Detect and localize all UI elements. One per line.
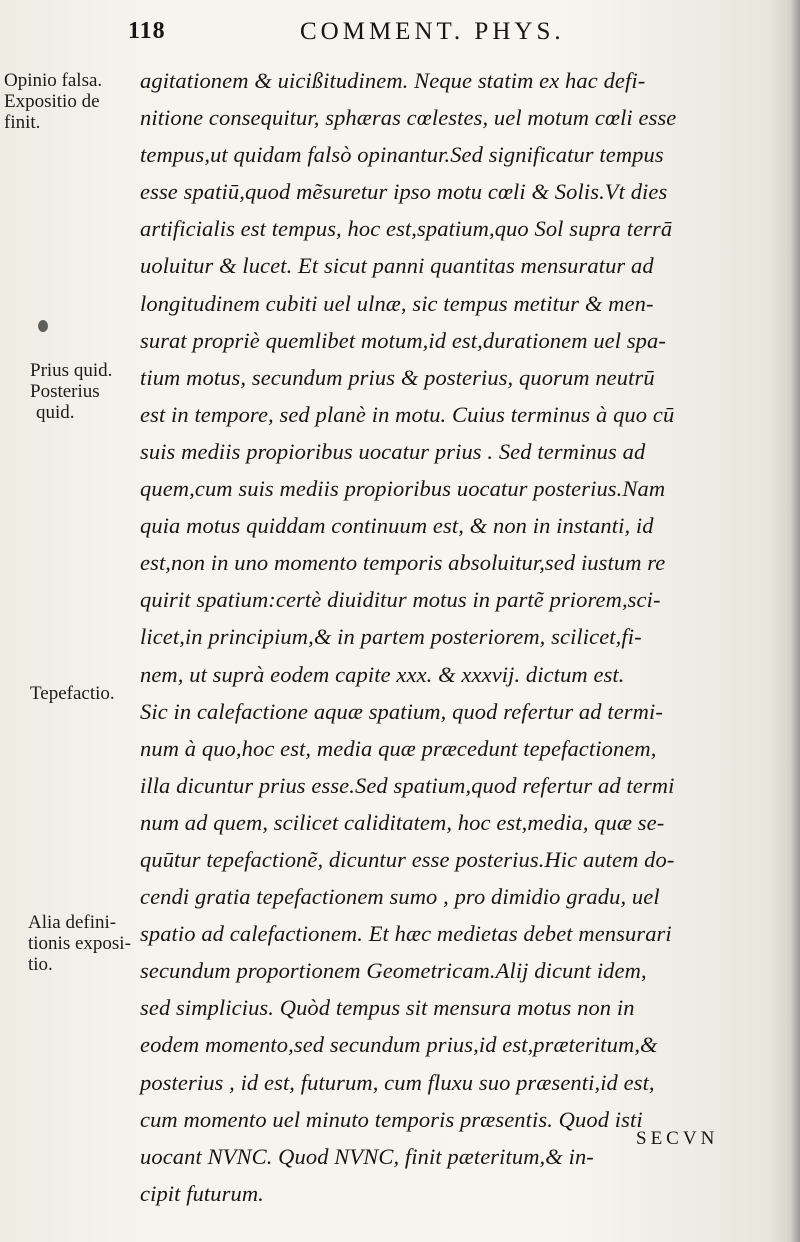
text-line: nitione consequitur, sphæras cœlestes, uel motum cœli esse <box>140 105 677 131</box>
text-line: illa dicuntur prius esse.Sed spatium,quod refertur ad termi <box>140 772 675 798</box>
text-line: num à quo,hoc est, media quæ præcedunt tepefactionem, <box>140 735 657 761</box>
ink-blot <box>38 320 48 332</box>
text-line: uocant NVNC. Quod NVNC, finit pæteritum,& in- <box>140 1143 594 1169</box>
text-line: spatio ad calefactionem. Et hæc medietas debet mensurari <box>140 921 672 947</box>
text-line: eodem momento,sed secundum prius,id est,præteritum,& <box>140 1032 658 1058</box>
text-line: est in tempore, sed planè in motu. Cuius terminus à quo cū <box>140 401 675 427</box>
text-line: cipit futurum. <box>140 1180 264 1206</box>
margin-note-line: Posterius <box>30 381 100 402</box>
text-line: sed simplicius. Quòd tempus sit mensura motus non in <box>140 995 635 1021</box>
page-number: 118 <box>128 18 166 44</box>
margin-note-line: Opinio falsa. <box>4 70 103 91</box>
text-line: longitudinem cubiti uel ulnæ, sic tempus metitur & men- <box>140 290 654 316</box>
text-line: agitationem & uicißitudinem. Neque statim ex hac defi- <box>140 68 646 93</box>
catchword: SECVN <box>636 1128 719 1149</box>
margin-note-line: quid. <box>36 402 75 423</box>
text-line: quia motus quiddam continuum est, & non in instanti, id <box>140 513 654 539</box>
margin-note-prius <box>30 360 112 423</box>
main-text-block <box>140 62 740 1212</box>
text-line: licet,in principium,& in partem posteriorem, scilicet,fi- <box>140 624 642 650</box>
text-line: quem,cum suis mediis propioribus uocatur posterius.Nam <box>140 476 666 502</box>
text-line: cendi gratia tepefactionem sumo , pro dimidio gradu, uel <box>140 884 660 910</box>
margin-note-tepefactio <box>30 683 115 704</box>
text-line: est,non in uno momento temporis absoluitur,sed iustum re <box>140 550 666 576</box>
page-edge-shadow <box>790 0 800 1242</box>
text-line: quirit spatium:certè diuiditur motus in partẽ priorem,sci- <box>140 587 661 613</box>
margin-note-line: tio. <box>28 954 53 975</box>
text-line: num ad quem, scilicet caliditatem, hoc est,media, quæ se- <box>140 809 665 835</box>
margin-note-line: finit. <box>4 112 41 133</box>
margin-note-line: Prius quid. <box>30 360 113 381</box>
running-head: COMMENT. PHYS. <box>300 18 565 45</box>
text-line: artificialis est tempus, hoc est,spatium,quo Sol supra terrā <box>140 216 673 242</box>
text-line: uoluitur & lucet. Et sicut panni quantitas mensuratur ad <box>140 253 654 279</box>
margin-note-line: Expositio de <box>4 91 100 112</box>
text-line: secundum proportionem Geometricam.Alij dicunt idem, <box>140 958 647 984</box>
page-header <box>0 18 800 54</box>
text-line: tempus,ut quidam falsò opinantur.Sed significatur tempus <box>140 142 664 168</box>
text-line: cum momento uel minuto temporis præsentis. Quod isti <box>140 1106 643 1132</box>
text-line: esse spatiū,quod mẽsuretur ipso motu cœli & Solis.Vt dies <box>140 179 668 205</box>
text-line: suis mediis propioribus uocatur prius . Sed terminus ad <box>140 438 646 464</box>
margin-note-alia <box>28 912 131 975</box>
text-line: quūtur tepefactionẽ, dicuntur esse posterius.Hic autem do- <box>140 846 675 872</box>
margin-note-line: Alia defini- <box>28 912 117 933</box>
text-line: posterius , id est, futurum, cum fluxu suo præsenti,id est, <box>140 1069 655 1095</box>
text-line: tium motus, secundum prius & posterius, quorum neutrū <box>140 364 655 390</box>
text-line: surat propriè quemlibet motum,id est,durationem uel spa- <box>140 327 666 353</box>
margin-note-line: tionis exposi- <box>28 933 131 954</box>
text-line: Sic in calefactione aquæ spatium, quod refertur ad termi- <box>140 698 663 724</box>
margin-note-opinio <box>4 70 102 133</box>
margin-note-line: Tepefactio. <box>30 683 115 704</box>
text-line: nem, ut suprà eodem capite xxx. & xxxvij. dictum est. <box>140 661 625 687</box>
